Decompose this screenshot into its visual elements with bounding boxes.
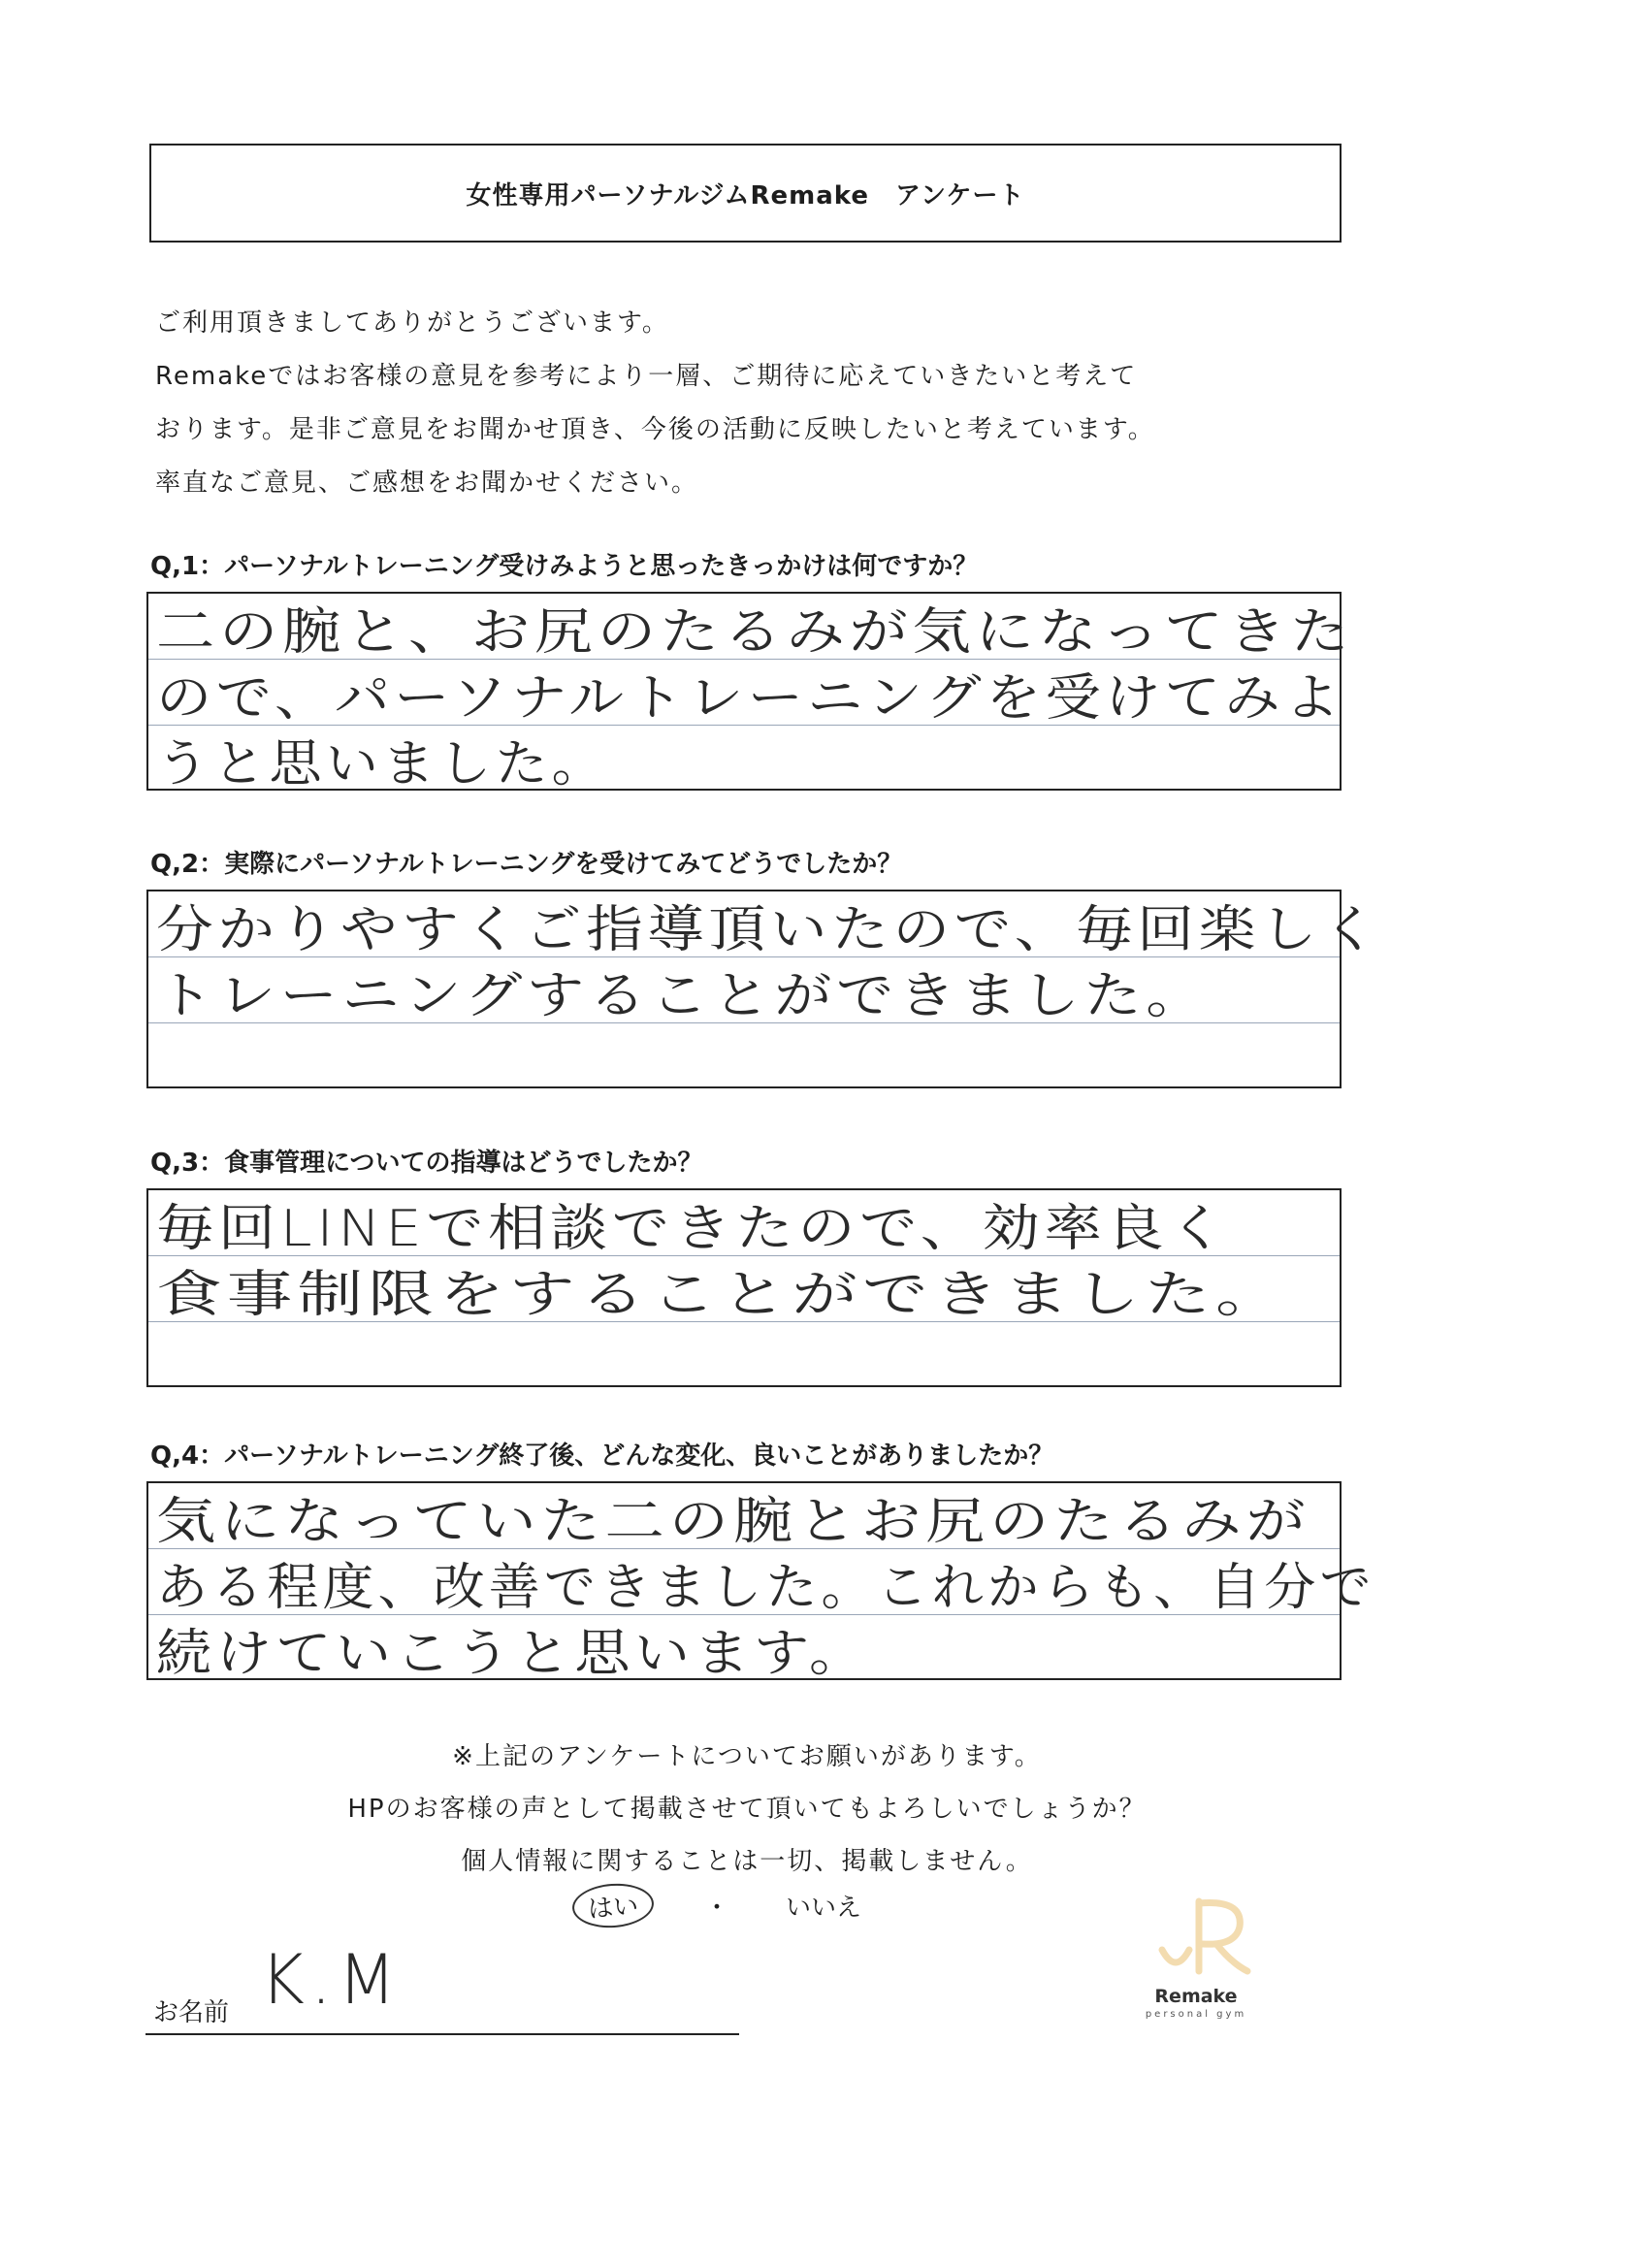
notice-line: ※上記のアンケートについてお願いがあります。	[452, 1742, 1042, 1771]
survey-title-box	[149, 144, 1342, 243]
answer-4-box[interactable]	[146, 1481, 1375, 1683]
name-underline	[146, 2033, 739, 2035]
logo-name: Remake	[1154, 1986, 1238, 2007]
answer-3-box[interactable]	[146, 1188, 1342, 1387]
answer-2-box[interactable]	[146, 890, 1383, 1088]
intro-line: 率直なご意見、ご感想をお聞かせください。	[155, 469, 699, 498]
intro-paragraph	[155, 297, 1155, 510]
intro-line: Remakeではお客様の意見を参考により一層、ご期待に応えていきたいと考えて	[155, 362, 1138, 391]
consent-choice	[572, 1884, 861, 1928]
answer-2-line-2: トレーニングすることができました。	[156, 966, 1209, 1025]
answer-1-line-3: うと思いました。	[156, 734, 608, 794]
answer-1-line-1: 二の腕と、お尻のたるみが気になってきた	[156, 602, 1354, 662]
intro-line: おります。是非ご意見をお聞かせ頂き、今後の活動に反映したいと考えています。	[155, 415, 1155, 444]
question-4-label: Q,4：パーソナルトレーニング終了後、どんな変化、良いことがありましたか？	[150, 1442, 1054, 1471]
logo-tagline: personal gym	[1145, 2009, 1247, 2020]
consent-yes-option[interactable]: はい	[571, 1881, 656, 1930]
notice-line: HPのお客様の声として掲載させて頂いてもよろしいでしょうか？	[347, 1795, 1147, 1824]
answer-2-line-1: 分かりやすくご指導頂いたので、毎回楽しく	[156, 900, 1383, 959]
notice-line: 個人情報に関することは一切、掲載しません。	[461, 1847, 1033, 1876]
answer-4-line-3: 続けていこうと思います。	[156, 1624, 869, 1683]
answer-4-line-1: 気になっていた二の腕とお尻のたるみが	[156, 1492, 1310, 1551]
answer-3-line-1: 毎回LINEで相談できたので、効率良く	[156, 1199, 1230, 1258]
answer-1-box[interactable]	[146, 592, 1354, 794]
answer-3-line-2: 食事制限をすることができました。	[156, 1265, 1286, 1324]
question-3-label: Q,3：食事管理についての指導はどうでしたか？	[150, 1149, 703, 1178]
name-label: お名前	[153, 1998, 230, 2027]
answer-1-line-2: ので、パーソナルトレーニングを受けてみよ	[156, 668, 1344, 728]
question-2-label: Q,2：実際にパーソナルトレーニングを受けてみてどうでしたか？	[150, 850, 903, 879]
intro-line: ご利用頂きましてありがとうございます。	[155, 308, 669, 338]
name-value[interactable]: K.M	[260, 1940, 403, 2020]
question-1-label: Q,1：パーソナルトレーニング受けみようと思ったきっかけは何ですか？	[150, 552, 979, 581]
consent-separator: ・	[704, 1894, 730, 1923]
answer-4-line-2: ある程度、改善できました。これからも、自分で	[156, 1558, 1375, 1617]
consent-no-option[interactable]: いいえ	[786, 1894, 862, 1923]
survey-title: 女性専用パーソナルジムRemake アンケート	[466, 180, 1025, 211]
